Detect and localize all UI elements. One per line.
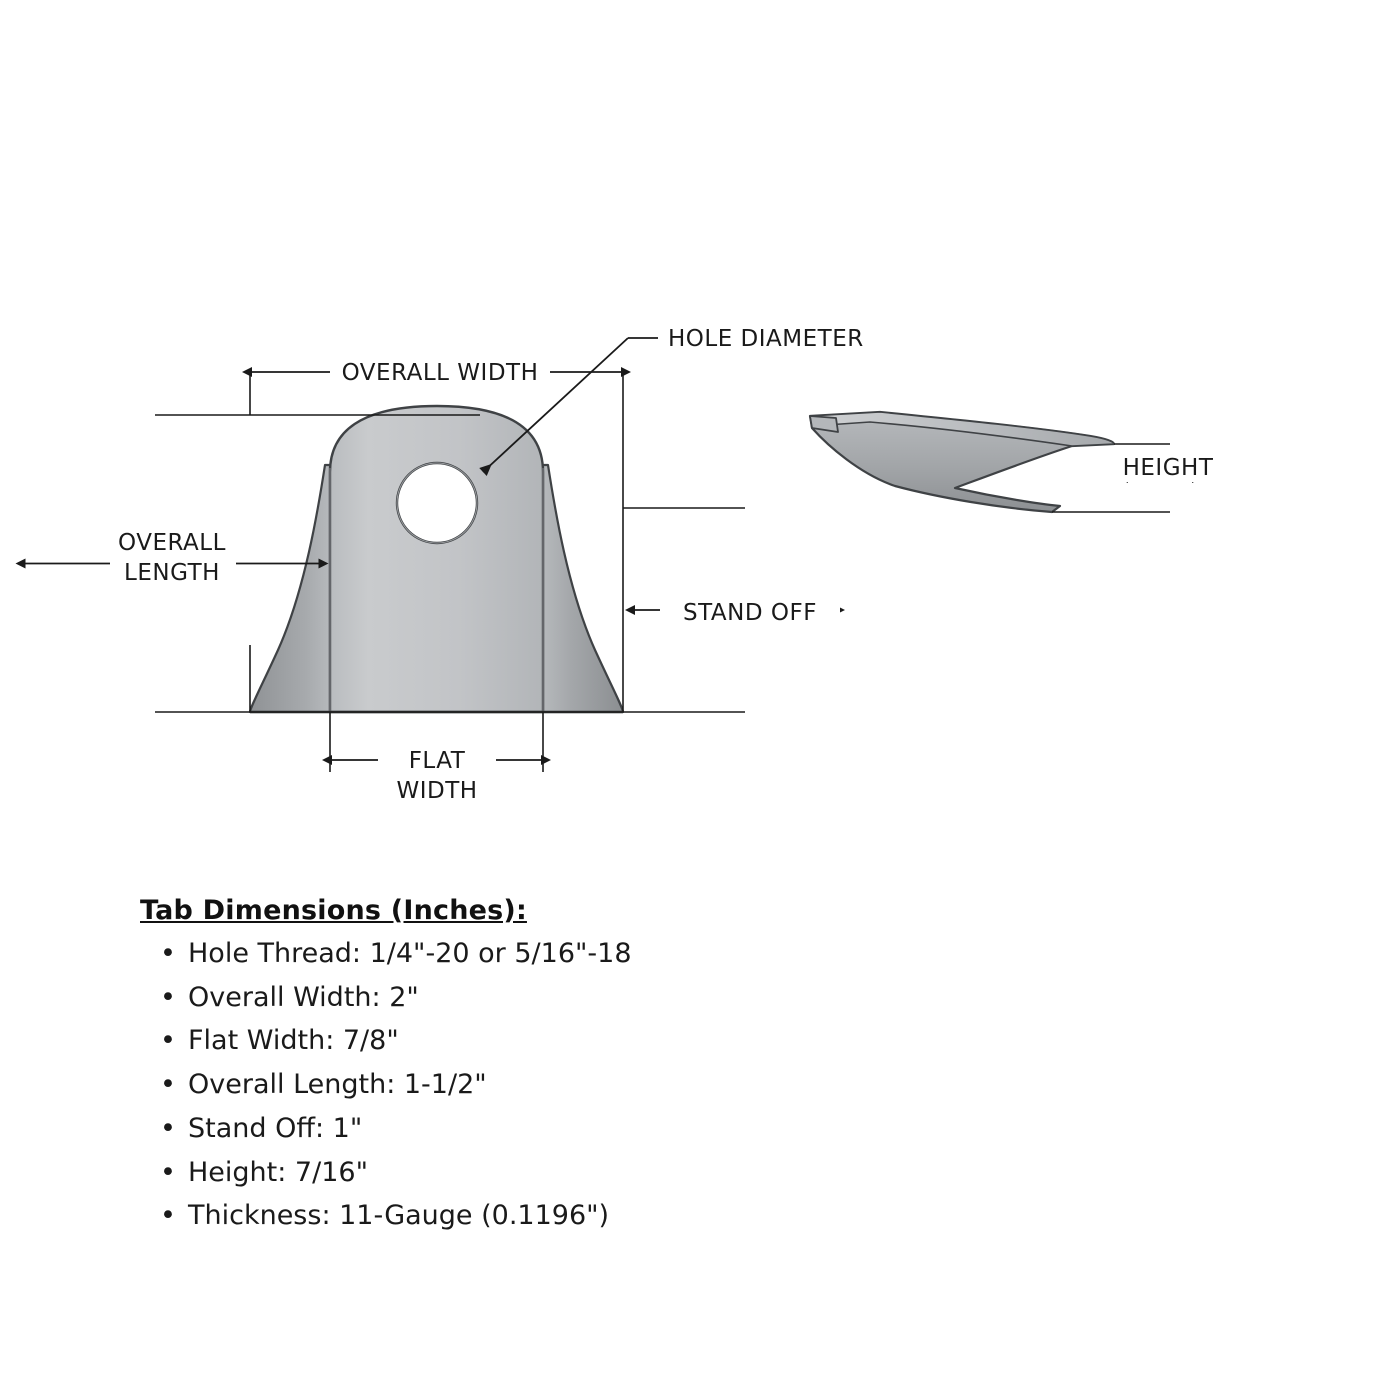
spec-list [140, 932, 1040, 1238]
dim-flat-width [332, 746, 541, 806]
list-item: • Height: 7/16" [140, 1151, 1040, 1195]
tab-dimensions-section [140, 895, 1040, 1238]
dim-overall-length [26, 530, 319, 596]
dim-height [1108, 452, 1228, 482]
label-flat-width-line2: WIDTH [396, 778, 478, 804]
list-item: • Hole Thread: 1/4"-20 or 5/16"-18 [140, 932, 1040, 976]
label-flat-width-line1: FLAT [408, 748, 466, 774]
label-overall-length-line1: OVERALL [118, 530, 226, 556]
list-item: • Flat Width: 7/8" [140, 1019, 1040, 1063]
label-overall-length-line2: LENGTH [124, 560, 220, 586]
label-height: HEIGHT [1122, 455, 1214, 481]
list-item: • Overall Length: 1-1/2" [140, 1063, 1040, 1107]
spec-title: Tab Dimensions (Inches): [140, 895, 527, 926]
label-hole-diameter: HOLE DIAMETER [668, 326, 864, 352]
dim-overall-width [252, 358, 621, 386]
technical-drawing [0, 260, 1400, 860]
front-view-part [250, 406, 623, 712]
dim-stand-off [635, 596, 840, 626]
list-item: • Stand Off: 1" [140, 1107, 1040, 1151]
label-stand-off: STAND OFF [683, 600, 817, 626]
list-item: • Thickness: 11-Gauge (0.1196") [140, 1194, 1040, 1238]
list-item: • Overall Width: 2" [140, 976, 1040, 1020]
label-overall-width: OVERALL WIDTH [341, 360, 539, 386]
